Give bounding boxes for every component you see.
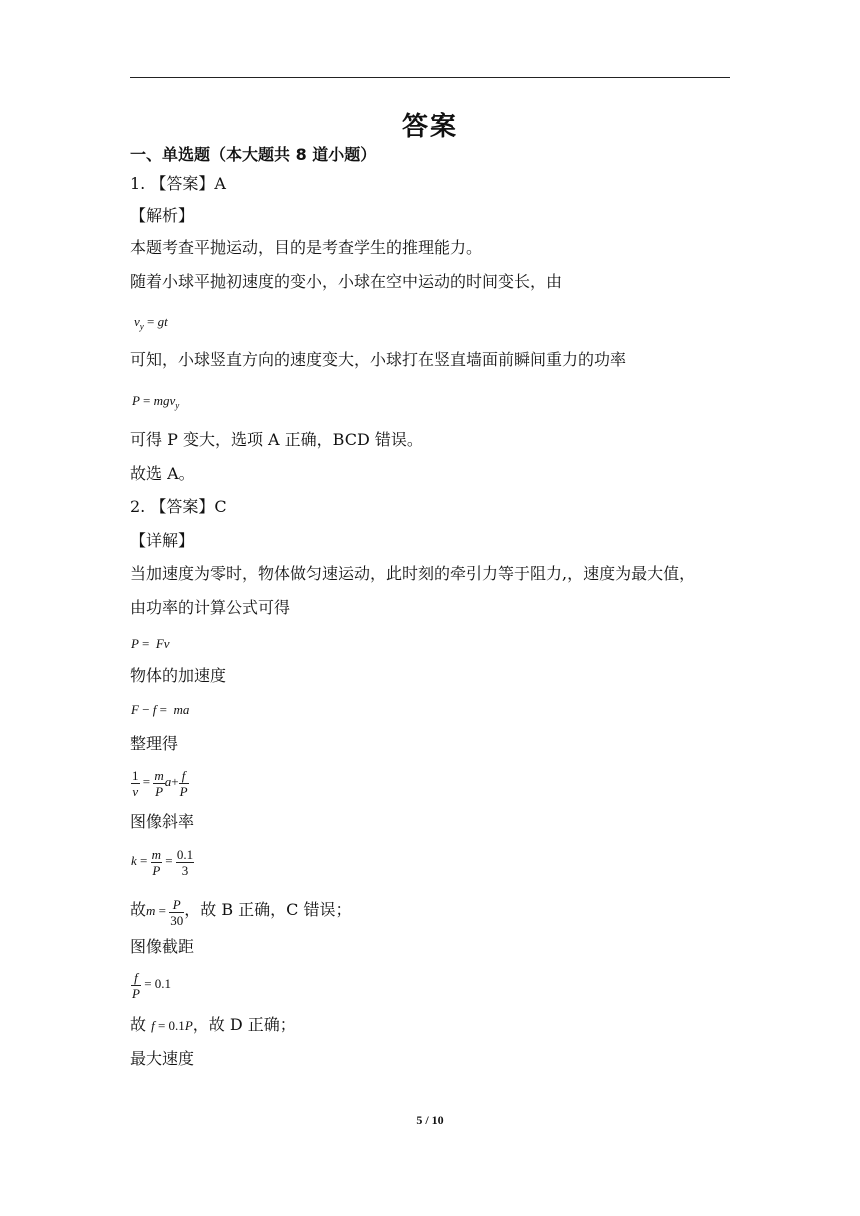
q2-paragraph-6: 故m = $\frac{P}{30}$ ，故 B 正确，C 错误； xyxy=(130,896,352,928)
q1-analysis-label: 【解析】 xyxy=(130,206,195,225)
q2-paragraph-8-tail: ，故 D 正确； xyxy=(192,1015,296,1034)
q2-paragraph-4: 整理得 xyxy=(130,734,179,753)
section-heading: 一、单选题（本大题共 8 道小题） xyxy=(130,145,377,164)
q1-paragraph-5: 故选 A。 xyxy=(130,464,195,483)
q2-detail-label: 【详解】 xyxy=(130,531,195,550)
q1-paragraph-2: 随着小球平抛初速度的变小，小球在空中运动的时间变长，由 xyxy=(130,272,563,291)
q2-paragraph-6-tail: ，故 B 正确，C 错误； xyxy=(184,900,352,919)
q2-paragraph-3: 物体的加速度 xyxy=(130,666,227,685)
q2-answer: 2. 【答案】C xyxy=(130,497,227,516)
q2-paragraph-8: 故 f = 0.1P，故 D 正确； xyxy=(130,1015,296,1034)
q2-formula-slope: k = $\frac{m}{P}$ = $\frac{0.1}{3}$ xyxy=(131,846,194,878)
header-rule xyxy=(130,77,730,78)
q2-formula-p-fv: P = Fv xyxy=(131,636,170,651)
q2-paragraph-5: 图像斜率 xyxy=(130,812,195,831)
q1-paragraph-1: 本题考查平抛运动，目的是考查学生的推理能力。 xyxy=(130,238,483,257)
q2-paragraph-9: 最大速度 xyxy=(130,1049,195,1068)
q2-formula-intercept: $\frac{f}{P}$ = 0.1 xyxy=(132,969,172,1001)
q2-paragraph-7: 图像截距 xyxy=(130,937,195,956)
q1-paragraph-4: 可得 P 变大，选项 A 正确，BCD 错误。 xyxy=(130,430,423,449)
q2-formula-newton: F − f = ma xyxy=(131,702,190,717)
q1-formula-vy: $v_y$ = gt xyxy=(134,314,168,332)
page-title: 答案 xyxy=(401,112,458,142)
q1-paragraph-3: 可知，小球竖直方向的速度变大，小球打在竖直墙面前瞬间重力的功率 xyxy=(130,350,627,369)
q2-paragraph-1: 当加速度为零时，物体做匀速运动，此时刻的牵引力等于阻力,，速度为最大值， xyxy=(130,564,696,583)
page-number: 5 / 10 xyxy=(416,1113,444,1127)
q1-formula-power: P = mgv$_y$ xyxy=(132,393,180,411)
q2-formula-reciprocal-v: $\frac{1}{v}$ = $\frac{m}{P}$ a+ $\frac{f}{P}$ xyxy=(132,767,188,799)
q2-paragraph-2: 由功率的计算公式可得 xyxy=(130,598,291,617)
q1-answer: 1. 【答案】A xyxy=(130,174,226,193)
